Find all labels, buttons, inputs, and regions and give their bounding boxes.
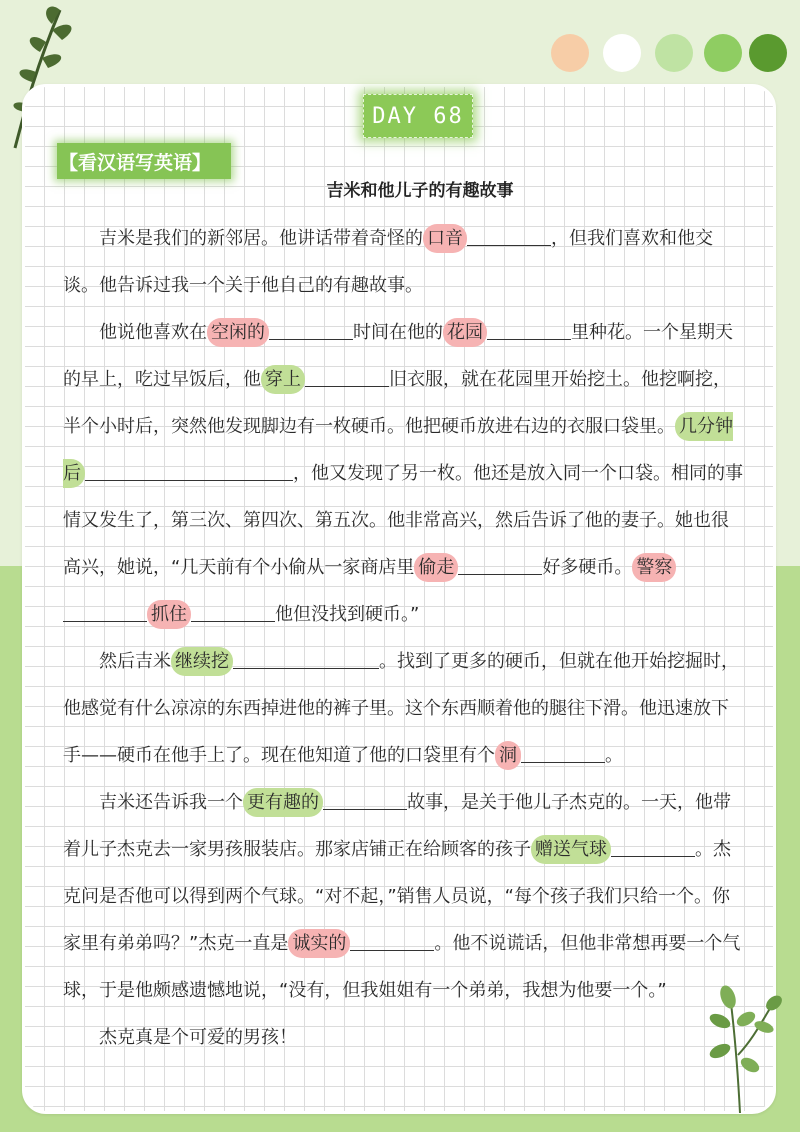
story-title: 吉米和他儿子的有趣故事 [326,181,514,201]
highlight-phrase: 口音 [423,224,467,253]
answer-blank[interactable] [611,838,695,857]
highlight-phrase: 诚实的 [288,929,350,958]
answer-blank[interactable] [487,321,571,340]
answer-blank[interactable] [323,791,407,810]
story-body [63,215,743,1061]
highlight-phrase: 几分钟后 [63,412,733,488]
answer-blank[interactable] [458,556,542,575]
answer-blank[interactable] [63,603,147,622]
highlight-phrase: 更有趣的 [243,788,323,817]
answer-blank[interactable] [233,650,379,669]
decor-dot-white [603,34,641,72]
paragraph-2: 他说他喜欢在 空闲的 时间在他的 花园 里种花。一个星期天的早上，吃过早饭后，他 穿上 旧衣服，就在花园里开始挖土。他挖啊挖，半个小时后，突然他发现脚边有一枚硬币。他把硬币放进右边的衣服口袋里。 几分钟后 ，他又发现了另一枚。他还是放入同一个口袋。相同的事情又发生了，第三次、第四次、第五次。他非常高兴，然后告诉了他的妻子。她也很高兴，她说，“几天前有个小偷从一家商店里 偷走 好多硬币。 警察抓住 他但没找到硬币。” [63,309,743,638]
answer-blank[interactable] [467,227,551,246]
answer-blank[interactable] [191,603,275,622]
highlight-phrase: 偷走 [414,553,458,582]
decor-dot-light-green [655,34,693,72]
section-label: 【看汉语写英语】 [57,143,231,179]
decor-dot-green [704,34,742,72]
highlight-phrase: 赠送气球 [531,835,611,864]
paragraph-4: 吉米还告诉我一个 更有趣的 故事，是关于他儿子杰克的。一天，他带着儿子杰克去一家男孩服装店。那家店铺正在给顾客的孩子 赠送气球 。杰克问是否他可以得到两个气球。“对不起，”销售人员说，“每个孩子我们只给一个。你家里有弟弟吗？”杰克一直是 诚实的 。他不说谎话，但他非常想再要一个气球，于是他颇感遗憾地说，“没有，但我姐姐有一个弟弟，我想为他要一个。” [63,779,743,1014]
decor-dot-peach [551,34,589,72]
answer-blank[interactable] [521,744,605,763]
answer-blank[interactable] [269,321,353,340]
answer-blank[interactable] [350,932,434,951]
highlight-phrase: 继续挖 [171,647,233,676]
highlight-phrase: 洞 [495,741,521,770]
day-badge: DAY 68 [363,94,473,138]
highlight-phrase: 穿上 [261,365,305,394]
paragraph-5: 杰克真是个可爱的男孩！ [99,1027,297,1048]
highlight-phrase: 花园 [443,318,487,347]
paragraph-1: 吉米是我们的新邻居。他讲话带着奇怪的 口音 ，但我们喜欢和他交谈。他告诉过我一个关于他自己的有趣故事。 [63,215,743,309]
paragraph-3: 然后吉米 继续挖 。找到了更多的硬币，但就在他开始挖掘时，他感觉有什么凉凉的东西掉进他的裤子里。这个东西顺着他的腿往下滑。他迅速放下手——硬币在他手上了。现在他知道了他的口袋里有个 洞 。 [63,638,743,779]
highlight-phrase: 抓住 [147,600,191,629]
answer-blank[interactable] [305,368,389,387]
highlight-phrase: 警察 [632,553,676,582]
highlight-phrase: 空闲的 [207,318,269,347]
decor-dot-dark-green [749,34,787,72]
answer-blank[interactable] [85,462,293,481]
